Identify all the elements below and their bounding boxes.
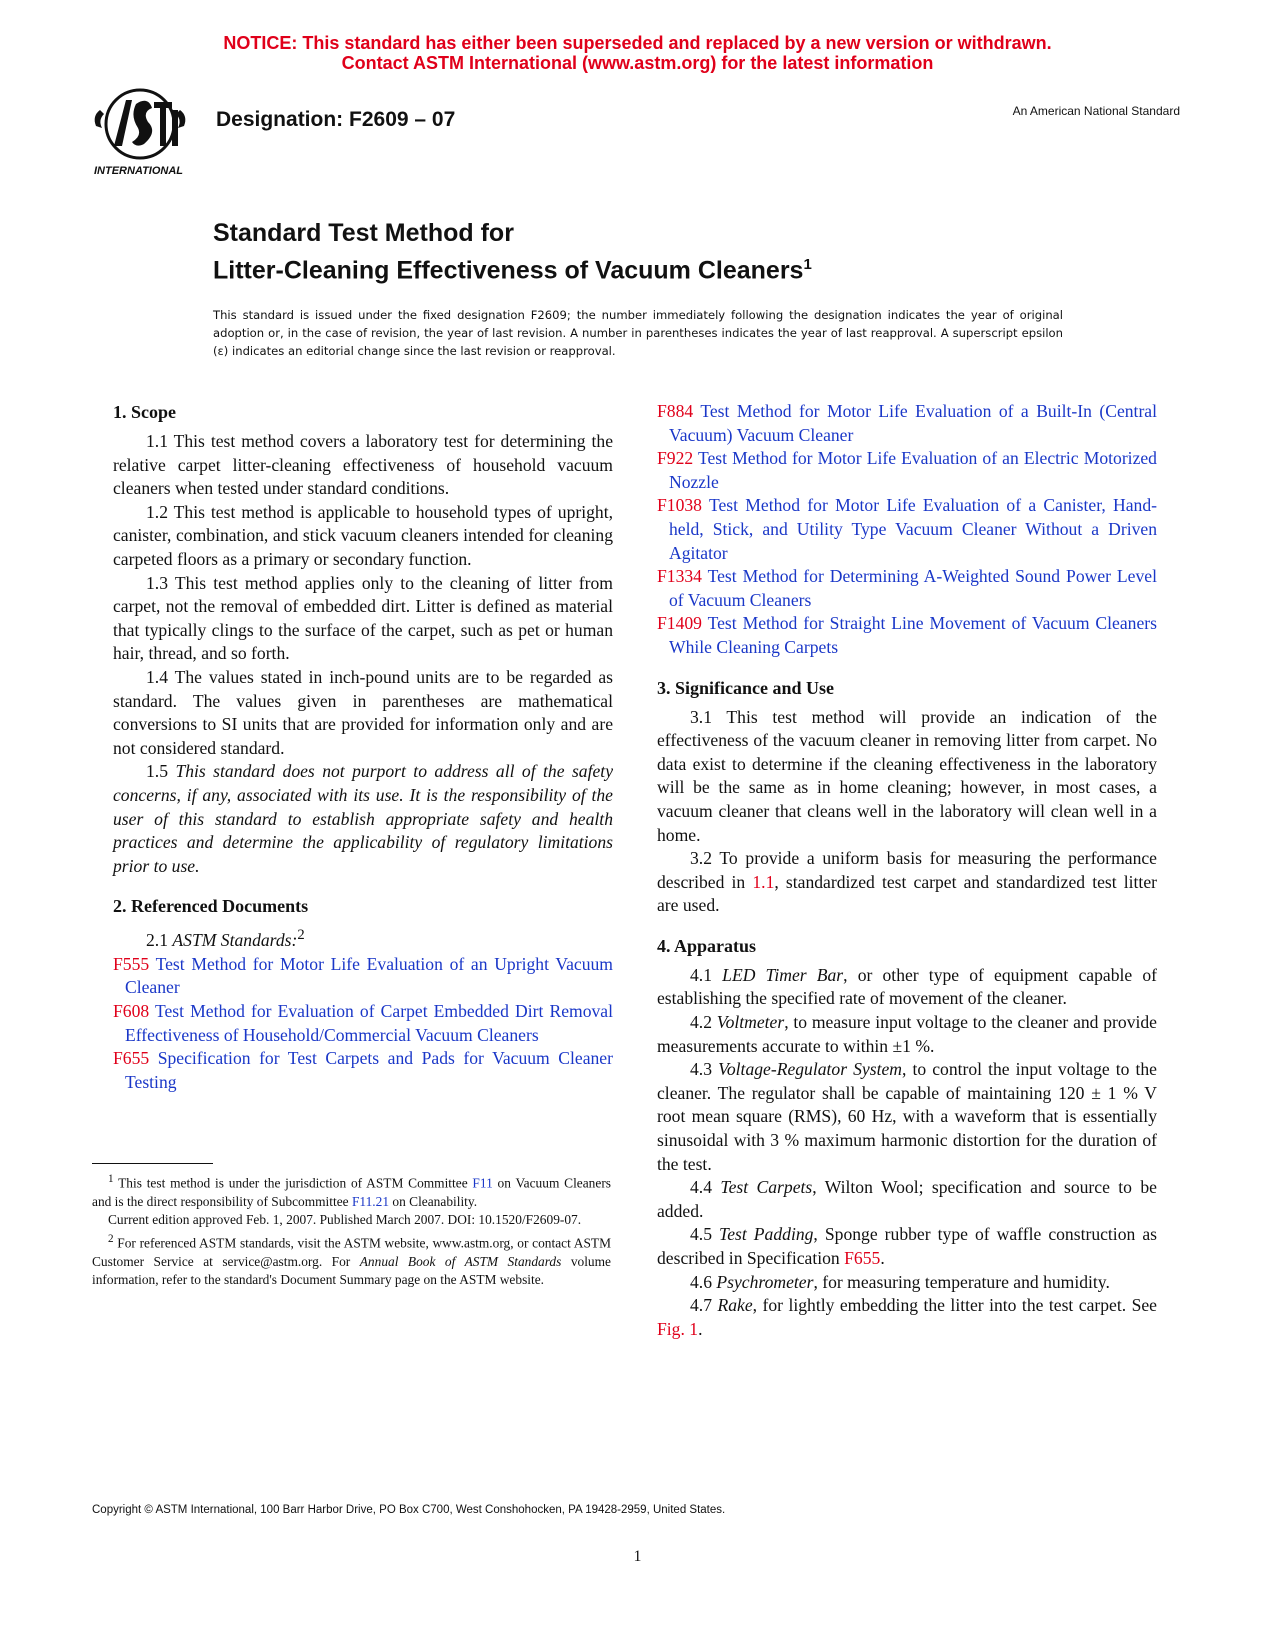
astm-standards-subheading (113, 924, 613, 952)
apparatus-text: , for measuring temperature and humidity. (813, 1271, 1110, 1292)
title-line-2-text: Litter-Cleaning Effectiveness of Vacuum Cleaners (213, 256, 804, 285)
ref-code[interactable]: F608 (113, 1000, 150, 1021)
apparatus-item (657, 1176, 1157, 1223)
ref-title[interactable]: Test Method for Motor Life Evaluation of an Upright Vacuum Cleaner (125, 953, 613, 998)
section-link[interactable]: 1.1 (752, 871, 775, 892)
apparatus-term: LED Timer Bar (722, 964, 844, 985)
significance-3-2 (657, 847, 1157, 918)
page-number: 1 (633, 1548, 642, 1565)
ref-item[interactable] (113, 953, 613, 1000)
apparatus-text: , for lightly embedding the litter into the test carpet. See (752, 1295, 1157, 1316)
apparatus-item (657, 1058, 1157, 1176)
ref-item[interactable] (113, 1000, 613, 1047)
section-significance-heading: 3. Significance and Use (657, 677, 835, 698)
apparatus-num: 4.2 (690, 1012, 712, 1033)
section-scope-heading: 1. Scope (113, 402, 176, 422)
apparatus-item (657, 1223, 1157, 1270)
ref-item[interactable] (657, 447, 1157, 494)
apparatus-term: Rake (717, 1295, 753, 1316)
section-referenced-documents-heading: 2. Referenced Documents (113, 896, 309, 917)
footnote-2-marker: 2 (108, 1232, 114, 1245)
committee-link[interactable]: F11 (472, 1175, 493, 1191)
title-line-2 (213, 249, 812, 286)
apparatus-text: , to control the input voltage to the cleaner. The regulator shall be capable of maintaining 120 ± 1 % V root mean square (RMS), 60 Hz, with a waveform that is essentially sinusoidal with 3 % maximum harmonic distortion for the duration of the test. (657, 1059, 1157, 1174)
apparatus-num: 4.3 (690, 1059, 712, 1080)
apparatus-num: 4.4 (690, 1177, 712, 1198)
significance-3-2-text-b: , standardized test carpet and standardized test litter are used. (657, 871, 1157, 916)
ref-title[interactable]: Test Method for Straight Line Movement of Vacuum Cleaners While Cleaning Carpets (669, 613, 1157, 657)
notice-banner (0, 33, 1275, 73)
apparatus-term: Test Padding (719, 1224, 814, 1245)
apparatus-tail: . (880, 1248, 885, 1268)
apparatus-text: , Wilton Wool; specification and source to be added. (657, 1177, 1157, 1221)
ref-item[interactable] (657, 612, 1157, 659)
ref-item[interactable] (657, 400, 1157, 447)
apparatus-term: Voltage-Regulator System (718, 1059, 902, 1080)
ref-title[interactable]: Test Method for Motor Life Evaluation of an Electric Motorized Nozzle (669, 448, 1157, 492)
ref-code[interactable]: F922 (657, 448, 694, 469)
national-standard-label: An American National Standard (1012, 104, 1180, 118)
apparatus-term: Test Carpets (720, 1177, 813, 1198)
ref-title[interactable]: Test Method for Evaluation of Carpet Embedded Dirt Removal Effectiveness of Household/Commercial Vacuum Cleaners (125, 1000, 613, 1045)
scope-1-2: 1.2 This test method is applicable to household types of upright, canister, combination, and stick vacuum cleaners intended for cleaning carpeted floors as a primary or secondary function. (113, 501, 613, 569)
section-apparatus-heading: 4. Apparatus (657, 935, 757, 956)
title-line-1: Standard Test Method for (213, 219, 514, 247)
notice-line-1: NOTICE: This standard has either been superseded and replaced by a new version or withdrawn. (223, 33, 1052, 53)
ref-item[interactable] (657, 494, 1157, 565)
apparatus-num: 4.5 (690, 1224, 712, 1245)
apparatus-item (657, 1271, 1157, 1295)
significance-3-1: 3.1 This test method will provide an indication of the effectiveness of the vacuum cleaner in removing litter from carpet. No data exist to determine if the cleaning effectiveness in the laboratory will be the same as in home cleaning; however, in most cases, a vacuum cleaner that cleans well in the laboratory will clean well in a home. (657, 706, 1157, 845)
footnote-2-text-b: volume information, refer to the standard's Document Summary page on the ASTM website. (92, 1253, 611, 1287)
subcommittee-link[interactable]: F11.21 (351, 1193, 390, 1209)
ref-item[interactable] (657, 565, 1157, 612)
ref-title[interactable]: Test Method for Motor Life Evaluation of a Built-In (Central Vacuum) Vacuum Cleaner (669, 401, 1157, 445)
footnotes (92, 1170, 611, 1289)
left-column (113, 400, 613, 1094)
significance-3-2-text-a: 3.2 To provide a uniform basis for measuring the performance described in (657, 848, 1157, 892)
apparatus-text: , Sponge rubber type of waffle construction as described in Specification (657, 1224, 1157, 1268)
ref-code[interactable]: F555 (113, 953, 150, 974)
ref-code[interactable]: F655 (113, 1048, 150, 1069)
footnote-1-marker: 1 (108, 1173, 114, 1185)
scope-1-3: 1.3 This test method applies only to the cleaning of litter from carpet, not the removal of embedded dirt. Litter is defined as material that typically clings to the surface of the carpet, such as pet or human hair, thread, and so forth. (113, 572, 613, 664)
astm-standards-footnote-ref[interactable]: 2 (297, 927, 305, 944)
footnote-1-edition: Current edition approved Feb. 1, 2007. Published March 2007. DOI: 10.1520/F2609-07. (108, 1212, 582, 1228)
ref-code[interactable]: F1334 (657, 566, 702, 587)
ref-item[interactable] (113, 1047, 613, 1094)
apparatus-num: 4.6 (690, 1271, 712, 1292)
footnote-1-text-b: on Vacuum Cleaners and is the direct responsibility of Subcommittee (92, 1175, 611, 1209)
ref-title[interactable]: Test Method for Motor Life Evaluation of a Canister, Hand-held, Stick, and Utility Type Vacuum Cleaner Without a Driven Agitator (669, 495, 1157, 563)
footnote-2 (92, 1230, 611, 1290)
apparatus-item (657, 964, 1157, 1011)
scope-1-4: 1.4 The values stated in inch-pound units are to be regarded as standard. The values given in parentheses are mathematical conversions to SI units that are provided for information only and are not considered standard. (113, 666, 613, 758)
apparatus-term: Voltmeter (716, 1012, 785, 1033)
ref-code[interactable]: F884 (657, 401, 694, 421)
astm-standards-num: 2.1 (146, 930, 168, 951)
footnote-1-text-a: This test method is under the jurisdiction of ASTM Committee (118, 1175, 473, 1191)
apparatus-term: Psychrometer (716, 1271, 814, 1292)
footnote-1 (92, 1170, 611, 1211)
ref-code[interactable]: F1038 (657, 495, 702, 516)
ref-code[interactable]: F1409 (657, 613, 702, 634)
apparatus-item (657, 1011, 1157, 1058)
right-column (657, 400, 1157, 1341)
copyright: Copyright © ASTM International, 100 Barr Harbor Drive, PO Box C700, West Conshohocken, PA 19428-2959, United States. (92, 1504, 726, 1516)
apparatus-tail: . (698, 1318, 703, 1339)
scope-1-5-text: This standard does not purport to address all of the safety concerns, if any, associated with its use. It is the responsibility of the user of this standard to establish appropriate safety and health practices and determine the applicability of regulatory limitations prior to use. (113, 761, 613, 876)
document-title (213, 218, 812, 286)
scope-1-1: 1.1 This test method covers a laboratory test for determining the relative carpet litter-cleaning effectiveness of household vacuum cleaners when tested under standard conditions. (113, 431, 613, 499)
apparatus-item (657, 1294, 1157, 1341)
notice-line-2: Contact ASTM International (www.astm.org) for the latest information (341, 53, 934, 73)
astm-logo (92, 86, 200, 182)
footnote-1-text-c: on Cleanability. (389, 1193, 478, 1209)
ref-title[interactable]: Specification for Test Carpets and Pads for Vacuum Cleaner Testing (125, 1048, 613, 1092)
spec-link[interactable]: F655 (844, 1248, 881, 1268)
issuance-note: This standard is issued under the fixed designation F2609; the number immediately following the designation indicates the year of original adoption or, in the case of revision, the year of last revision. A number in parentheses indicates the year of last reapproval. A superscript epsilon (ε) indicates an editorial change since the last revision or reapproval. (213, 308, 1063, 358)
astm-logo-icon (92, 86, 200, 182)
apparatus-num: 4.7 (690, 1295, 712, 1316)
scope-1-5 (113, 760, 613, 878)
logo-text: INTERNATIONAL (94, 165, 184, 177)
title-footnote-ref[interactable]: 1 (803, 256, 812, 273)
astm-standards-label: ASTM Standards: (172, 930, 298, 951)
figure-link[interactable]: Fig. 1 (657, 1318, 699, 1339)
apparatus-text: , or other type of equipment capable of establishing the specified rate of movement of the cleaner. (657, 964, 1157, 1009)
ref-title[interactable]: Test Method for Determining A-Weighted Sound Power Level of Vacuum Cleaners (669, 566, 1157, 610)
apparatus-text: , to measure input voltage to the cleaner and provide measurements accurate to within ±1 %. (657, 1012, 1157, 1056)
designation: Designation: F2609 – 07 (216, 108, 456, 131)
footnote-2-text-a: For referenced ASTM standards, visit the ASTM website, www.astm.org, or contact ASTM Customer Service at service@astm.org. For (92, 1235, 611, 1269)
footnote-divider (92, 1163, 213, 1164)
footnote-2-italic: Annual Book of ASTM Standards (359, 1253, 562, 1269)
apparatus-num: 4.1 (690, 964, 712, 985)
scope-1-5-num: 1.5 (146, 761, 168, 782)
